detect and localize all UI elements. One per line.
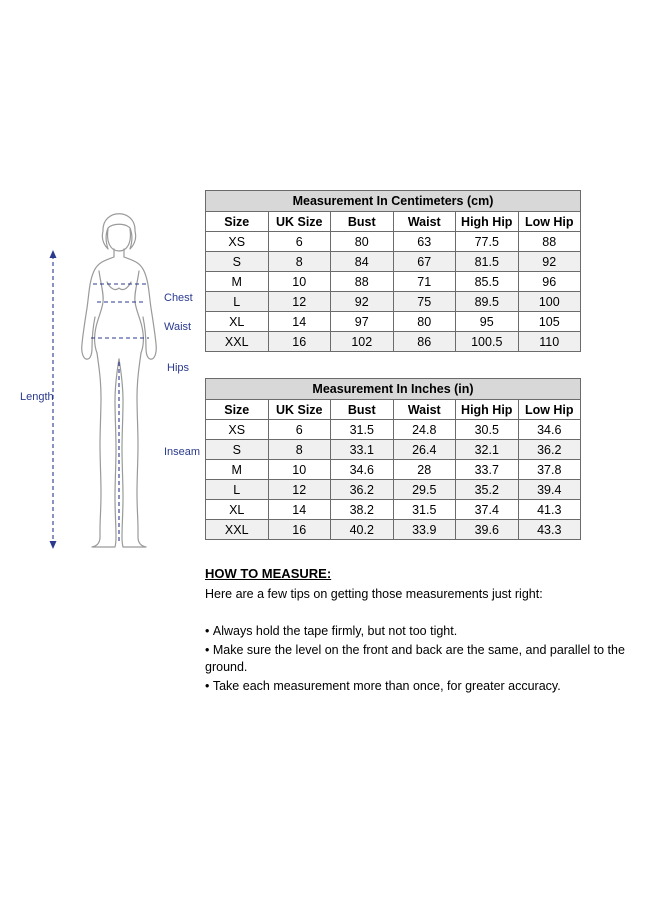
table-cell: 32.1 xyxy=(456,440,519,460)
table-cell: M xyxy=(206,272,269,292)
waist-label: Waist xyxy=(164,321,192,333)
table-header-row xyxy=(206,400,581,420)
column-header: High Hip xyxy=(456,212,519,232)
table-cell: 36.2 xyxy=(331,480,394,500)
length-arrow-top xyxy=(50,250,57,258)
table-cell: 92 xyxy=(331,292,394,312)
column-header: Waist xyxy=(393,400,456,420)
column-header: Low Hip xyxy=(518,212,581,232)
table-cell: 12 xyxy=(268,292,331,312)
table-cell: L xyxy=(206,292,269,312)
table-cell: 33.7 xyxy=(456,460,519,480)
table-cell: 100 xyxy=(518,292,581,312)
table-cell: 102 xyxy=(331,332,394,352)
table-row xyxy=(206,520,581,540)
table-cell: 16 xyxy=(268,332,331,352)
size-table-cm xyxy=(205,190,581,352)
table-cell: 95 xyxy=(456,312,519,332)
table-row xyxy=(206,500,581,520)
table-header-row xyxy=(206,212,581,232)
table-cell: 89.5 xyxy=(456,292,519,312)
column-header: Size xyxy=(206,212,269,232)
measure-tip: • Take each measurement more than once, for greater accuracy. xyxy=(205,678,645,694)
table-title: Measurement In Centimeters (cm) xyxy=(206,191,581,212)
body-diagram xyxy=(14,192,219,562)
table-cell: 14 xyxy=(268,312,331,332)
table-row xyxy=(206,420,581,440)
table-row xyxy=(206,460,581,480)
hips-label: Hips xyxy=(167,362,190,374)
table-cell: 88 xyxy=(331,272,394,292)
table-cell: 96 xyxy=(518,272,581,292)
table-row xyxy=(206,232,581,252)
table-cell: 97 xyxy=(331,312,394,332)
column-header: Waist xyxy=(393,212,456,232)
measure-tips-list xyxy=(205,623,645,694)
table-cell: 77.5 xyxy=(456,232,519,252)
table-cell: 71 xyxy=(393,272,456,292)
size-guide-content xyxy=(205,190,625,697)
table-cell: XS xyxy=(206,420,269,440)
table-cell: L xyxy=(206,480,269,500)
table-cell: 43.3 xyxy=(518,520,581,540)
table-cell: XL xyxy=(206,312,269,332)
table-cell: 39.6 xyxy=(456,520,519,540)
how-to-measure-heading: HOW TO MEASURE: xyxy=(205,566,332,581)
table-cell: 88 xyxy=(518,232,581,252)
table-cell: 105 xyxy=(518,312,581,332)
column-header: Size xyxy=(206,400,269,420)
table-cell: 80 xyxy=(393,312,456,332)
table-cell: S xyxy=(206,440,269,460)
table-cell: 12 xyxy=(268,480,331,500)
table-cell: 10 xyxy=(268,272,331,292)
table-cell: 100.5 xyxy=(456,332,519,352)
table-cell: 31.5 xyxy=(331,420,394,440)
table-row xyxy=(206,332,581,352)
table-cell: 8 xyxy=(268,440,331,460)
female-body-silhouette xyxy=(14,192,219,562)
table-cell: 8 xyxy=(268,252,331,272)
table-cell: 28 xyxy=(393,460,456,480)
table-row xyxy=(206,480,581,500)
table-cell: M xyxy=(206,460,269,480)
column-header: Bust xyxy=(331,400,394,420)
table-cell: 80 xyxy=(331,232,394,252)
table-cell: 40.2 xyxy=(331,520,394,540)
table-cell: 6 xyxy=(268,420,331,440)
table-cell: 92 xyxy=(518,252,581,272)
measure-tip: • Make sure the level on the front and back are the same, and parallel to the ground. xyxy=(205,642,645,675)
table-cell: 39.4 xyxy=(518,480,581,500)
table-cell: 37.4 xyxy=(456,500,519,520)
table-cell: 86 xyxy=(393,332,456,352)
table-cell: XXL xyxy=(206,332,269,352)
table-title-row xyxy=(206,191,581,212)
table-cell: XL xyxy=(206,500,269,520)
table-cell: 26.4 xyxy=(393,440,456,460)
table-row xyxy=(206,292,581,312)
table-cell: 38.2 xyxy=(331,500,394,520)
column-header: Low Hip xyxy=(518,400,581,420)
size-table-inches xyxy=(205,378,581,540)
table-cell: 6 xyxy=(268,232,331,252)
table-cell: 35.2 xyxy=(456,480,519,500)
table-cell: 30.5 xyxy=(456,420,519,440)
column-header: UK Size xyxy=(268,400,331,420)
table-row xyxy=(206,252,581,272)
table-cell: 34.6 xyxy=(518,420,581,440)
table-cell: S xyxy=(206,252,269,272)
table-cell: 37.8 xyxy=(518,460,581,480)
how-to-measure-intro: Here are a few tips on getting those measurements just right: xyxy=(205,587,543,601)
table-cell: 75 xyxy=(393,292,456,312)
table-title: Measurement In Inches (in) xyxy=(206,379,581,400)
table-cell: 85.5 xyxy=(456,272,519,292)
length-arrow-bottom xyxy=(50,541,57,549)
table-cell: 110 xyxy=(518,332,581,352)
table-cell: 29.5 xyxy=(393,480,456,500)
column-header: UK Size xyxy=(268,212,331,232)
table-row xyxy=(206,440,581,460)
table-row xyxy=(206,272,581,292)
table-cell: 31.5 xyxy=(393,500,456,520)
table-cell: 67 xyxy=(393,252,456,272)
table-cell: 10 xyxy=(268,460,331,480)
table-cell: 84 xyxy=(331,252,394,272)
length-label: Length xyxy=(20,391,54,403)
table-cell: 41.3 xyxy=(518,500,581,520)
table-cell: 63 xyxy=(393,232,456,252)
table-cell: 36.2 xyxy=(518,440,581,460)
table-cell: 33.1 xyxy=(331,440,394,460)
table-row xyxy=(206,312,581,332)
inseam-label: Inseam xyxy=(164,446,201,458)
table-cell: 34.6 xyxy=(331,460,394,480)
table-title-row xyxy=(206,379,581,400)
table-cell: 16 xyxy=(268,520,331,540)
table-cell: 33.9 xyxy=(393,520,456,540)
table-cell: 81.5 xyxy=(456,252,519,272)
measure-tip: • Always hold the tape firmly, but not too tight. xyxy=(205,623,645,639)
table-cell: XS xyxy=(206,232,269,252)
column-header: High Hip xyxy=(456,400,519,420)
chest-label: Chest xyxy=(164,292,193,304)
table-cell: 14 xyxy=(268,500,331,520)
column-header: Bust xyxy=(331,212,394,232)
table-cell: 24.8 xyxy=(393,420,456,440)
how-to-measure-section xyxy=(205,566,645,694)
table-cell: XXL xyxy=(206,520,269,540)
